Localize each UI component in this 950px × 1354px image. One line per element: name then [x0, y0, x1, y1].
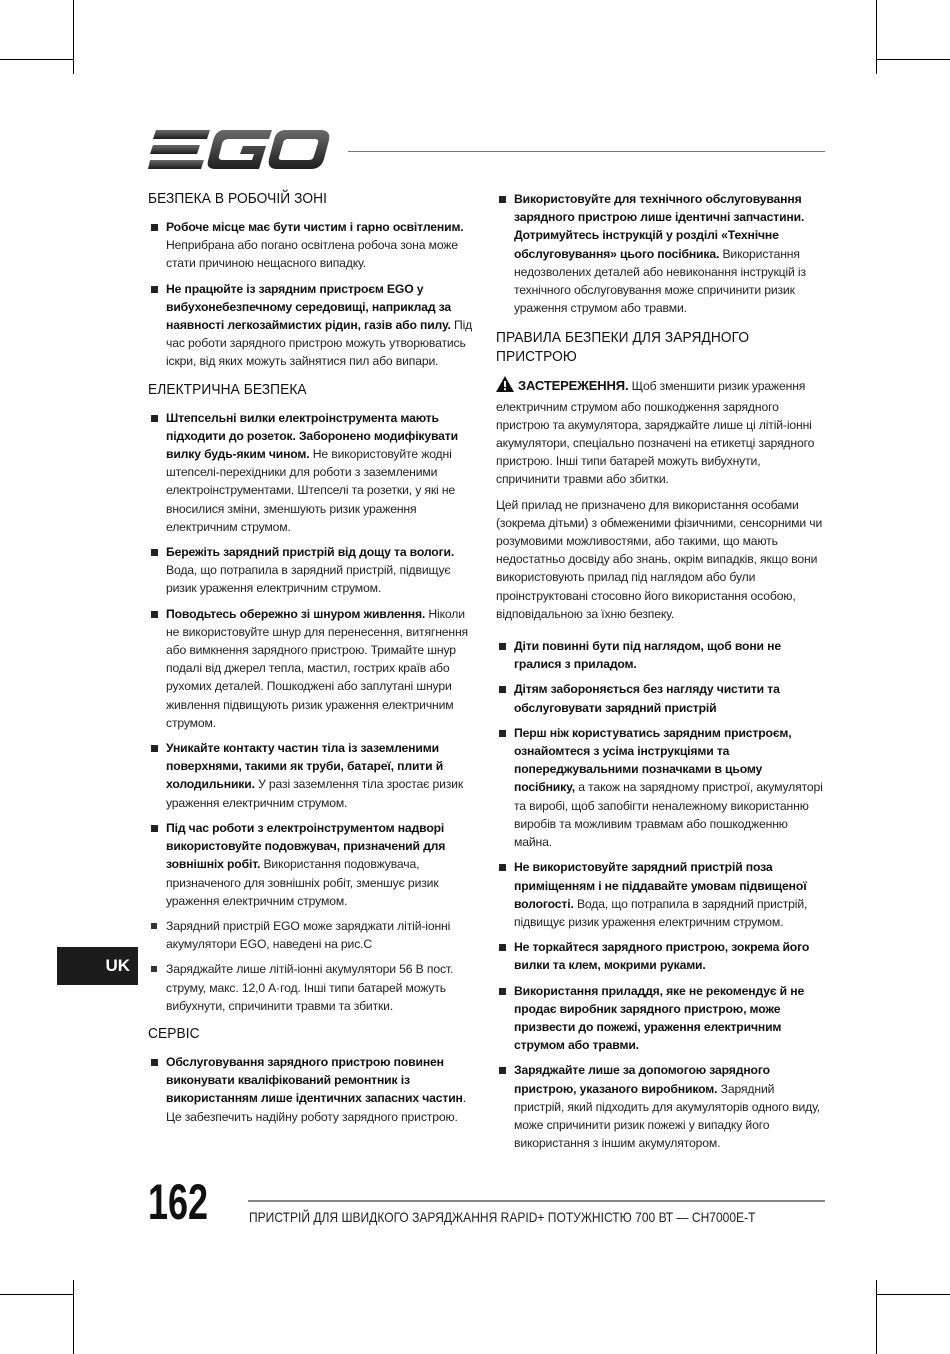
list-item: Не використовуйте зарядний пристрій поза приміщенням і не піддавайте умовам підвищеної вологості. Вода, що потрапила в зарядний пристрій, підвищує ризик ураження електричним струмом.: [496, 858, 826, 931]
list-item: Заряджайте лише за допомогою зарядного пристрою, указаного виробником. Зарядний пристрій, який підходить для акумуляторів одного виду, може спричинити ризик пожежі у випадку його використання з іншим акумулятором.: [496, 1061, 826, 1152]
heading-work-area: БЕЗПЕКА В РОБОЧІЙ ЗОНІ: [148, 191, 328, 207]
footer-rule: [248, 1200, 825, 1202]
list-item: Робоче місце має бути чистим і гарно освітленим. Неприбрана або погано освітлена робоча зона може стати причиною нещасного випадку.: [148, 218, 475, 273]
crop-mark: [876, 1280, 877, 1354]
electrical-list: [148, 409, 475, 1015]
list-item: Діти повинні бути під наглядом, щоб вони не гралися з приладом.: [496, 637, 826, 673]
crop-mark: [876, 59, 950, 60]
charger-rules-list: [496, 637, 826, 1152]
list-item: Перш ніж користуватись зарядним пристроєм, ознайомтеся з усіма інструкціями та попереджувальними позначками в цьому посібнику, а також на зарядному пристрої, акумуляторі та виробі, щоб запобігти неналежному використанню виробів та можливим травмам або пошкодженню майна.: [496, 724, 826, 851]
crop-mark: [73, 0, 74, 74]
heading-service: СЕРВІС: [148, 1025, 200, 1042]
warning-icon: [496, 376, 514, 397]
section-service: [148, 1025, 475, 1126]
section-electrical: [148, 381, 475, 1015]
list-item: Бережіть зарядний пристрій від дощу та вологи. Вода, що потрапила в зарядний пристрій, підвищує ризик ураження електричним струмом.: [148, 543, 475, 598]
list-item: Уникайте контакту частин тіла із заземленими поверхнями, такими як труби, батареї, плити й холодильники. У разі заземлення тіла зростає ризик ураження електричним струмом.: [148, 739, 475, 812]
list-item: Заряджайте лише літій-іонні акумулятори 56 В пост. струму, макс. 12,0 А·год. Інші типи батарей можуть вибухнути, спричинити травми та збитки.: [148, 960, 475, 1015]
service-list: [148, 1053, 475, 1126]
work-area-list: [148, 218, 475, 371]
list-item: Обслуговування зарядного пристрою повинен виконувати кваліфікований ремонтник із використанням лише ідентичних запасних частин. Це забезпечить надійну роботу зарядного пристрою.: [148, 1053, 475, 1126]
crop-mark: [73, 1280, 74, 1354]
heading-electrical: ЕЛЕКТРИЧНА БЕЗПЕКА: [148, 381, 307, 398]
warning-label: ЗАСТЕРЕЖЕННЯ.: [518, 378, 629, 394]
list-item: Використання приладдя, яке не рекомендує й не продає виробник зарядного пристрою, може призвести до пожежі, ураження електричним струмом або травми.: [496, 982, 826, 1055]
left-column: [148, 190, 475, 1136]
crop-mark: [0, 59, 74, 60]
list-item: Штепсельні вилки електроінструмента мають підходити до розеток. Заборонено модифікувати вилку будь-яким чином. Не використовуйте жодні штепселі-перехідники для роботи з заземленими електроінструментами. Штепселі та розетки, у які не вносилися зміни, зменшують ризик ураження електричним струмом.: [148, 409, 475, 536]
list-item: Поводьтесь обережно зі шнуром живлення. Ніколи не використовуйте шнур для перенесення, витягнення або вимкнення зарядного пристрою. Тримайте шнур подалі від джерел тепла, мастил, гострих країв або рухомих деталей. Пошкоджені або заплутані шнури живлення підвищують ризик ураження електричним струмом.: [148, 605, 475, 732]
footer-title: ПРИСТРІЙ ДЛЯ ШВИДКОГО ЗАРЯДЖАННЯ RAPID+ ПОТУЖНІСТЮ 700 ВТ — CH7000E-T: [249, 1209, 756, 1225]
language-tab: UK: [57, 947, 138, 985]
section-work-area: [148, 190, 475, 371]
heading-charger-rules: ПРАВИЛА БЕЗПЕКИ ДЛЯ ЗАРЯДНОГО ПРИСТРОЮ: [496, 330, 750, 366]
list-item: Під час роботи з електроінструментом надворі використовуйте подовжувач, призначений для зовнішніх робіт. Використання подовжувача, призначеного для зовнішніх робіт, зменшує ризик ураження електричним струмом.: [148, 819, 475, 910]
section-charger-rules: [496, 329, 826, 1152]
ego-logo: [148, 128, 332, 172]
crop-mark: [0, 1294, 74, 1295]
warning-paragraph: ЗАСТЕРЕЖЕННЯ. Щоб зменшити ризик ураження електричним струмом або пошкодження зарядного пристрою та акумулятора, заряджайте лише ці літій-іонні акумулятори, спеціально позначені на етикетці зарядного пристрою. Інші типи батарей можуть вибухнути, спричинити травми або збитки.: [496, 378, 815, 487]
crop-mark: [876, 1294, 950, 1295]
list-item: Використовуйте для технічного обслуговування зарядного пристрою лише ідентичні запчастини. Дотримуйтесь інструкцій у розділі «Технічне обслуговування» цього посібника. Використання недозволених деталей або невиконання інструкцій із технічного обслуговування може спричинити ризик ураження струмом або травми.: [496, 190, 826, 317]
right-column: [496, 190, 826, 1162]
list-item: Дітям забороняється без нагляду чистити та обслуговувати зарядний пристрій: [496, 680, 826, 716]
crop-mark: [876, 0, 877, 74]
body-paragraph: Цей прилад не призначено для використання особами (зокрема дітьми) з обмеженими фізичними, сенсорними чи розумовими можливостями, або такими, що мають недостатньо досвіду або знань, окрім випадків, якщо вони використовують прилад під наглядом або були проінструктовані стосовно його використання особою, відповідальною за їхню безпеку.: [496, 497, 823, 621]
header-rule: [348, 151, 825, 152]
service-continued-list: [496, 190, 826, 317]
list-item: Не працюйте із зарядним пристроєм EGO у вибухонебезпечному середовищі, наприклад за наявності легкозаймистих рідин, газів або пилу. Під час роботи зарядного пристрою можуть утворюватись іскри, від яких можуть зайнятися пил або випари.: [148, 280, 475, 371]
list-item: Не торкайтеся зарядного пристрою, зокрема його вилки та клем, мокрими руками.: [496, 938, 826, 974]
page-number: 162: [148, 1174, 209, 1230]
list-item: Зарядний пристрій EGO може заряджати літій-іонні акумулятори EGO, наведені на рис.C: [148, 917, 475, 953]
